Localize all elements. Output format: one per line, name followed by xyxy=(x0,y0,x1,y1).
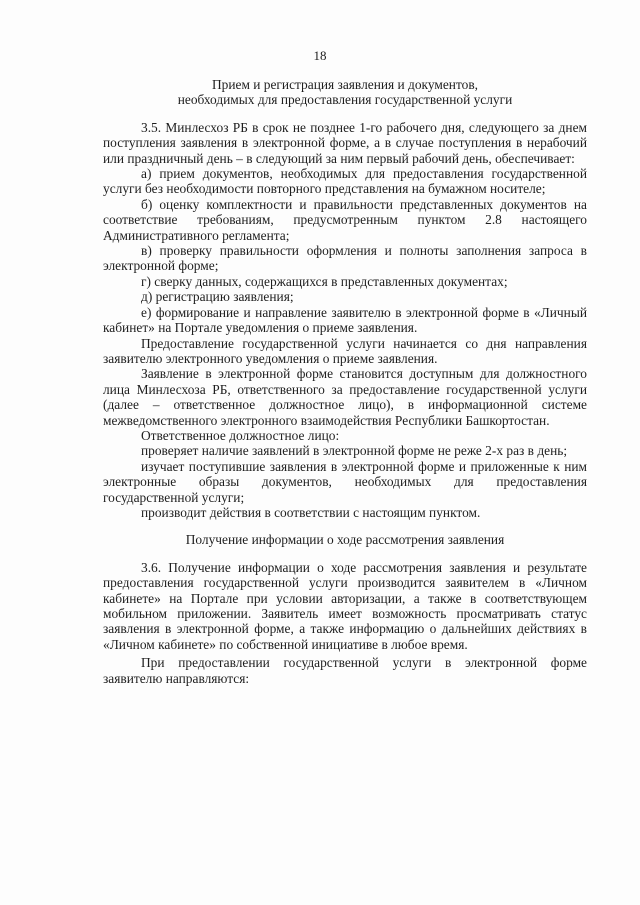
paragraph-service-start: Предоставление государственной услуги начинается со дня направления заявителю электронного уведомления о приеме заявления. xyxy=(103,335,587,366)
section-title-line-1: Прием и регистрация заявления и документов, xyxy=(211,77,479,92)
paragraph-3-5-intro: 3.5. Минлесхоз РБ в срок не позднее 1-го рабочего дня, следующего за днем поступления заявления в электронной форме, а в случае поступления в нерабочий или праздничный день – в следующий за ним первый рабочий день, обеспечивает: xyxy=(103,119,587,166)
paragraph-official-intro: Ответственное должностное лицо: xyxy=(141,427,340,443)
list-item-e: д) регистрацию заявления; xyxy=(141,289,294,305)
list-item-d: г) сверку данных, содержащихся в представленных документах; xyxy=(141,273,508,289)
list-item-f: е) формирование и направление заявителю в электронной форме в «Личный кабинет» на Портале уведомления о приеме заявления. xyxy=(103,304,587,336)
official-duty-1: проверяет наличие заявлений в электронной форме не реже 2-х раз в день; xyxy=(141,443,568,459)
section-title-line-2: необходимых для предоставления государственной услуги xyxy=(177,92,513,108)
official-duty-3: производит действия в соответствии с настоящим пунктом. xyxy=(141,504,481,520)
subsection-title: Получение информации о ходе рассмотрения заявления xyxy=(185,532,505,548)
page-number: 18 xyxy=(313,48,327,63)
list-item-a: а) прием документов, необходимых для предоставления государственной услуги без необходимости повторного представления на бумажном носителе; xyxy=(103,166,587,197)
list-item-b: б) оценку комплектности и правильности представленных документов на соответствие требованиям, предусмотренным пунктом 2.8 настоящего Административного регламента; xyxy=(103,196,587,243)
paragraph-3-6: 3.6. Получение информации о ходе рассмотрения заявления и результате предоставления государственной услуги производится заявителем в «Личном кабинете» на Портале при условии авторизации, а также в соответствующем мобильном приложении. Заявитель имеет возможность просматривать статус заявления в электронной форме, а также информацию о дальнейших действиях в «Личном кабинете» по собственной инициативе в любое время. xyxy=(103,559,587,652)
list-item-c: в) проверку правильности оформления и полноты заполнения запроса в электронной форме; xyxy=(103,243,587,274)
paragraph-availability: Заявление в электронной форме становится доступным для должностного лица Минлесхоза РБ, ответственного за предоставление государственной услуги (далее – ответственное должностное лицо), в информационной системе межведомственного электронного взаимодействия Республики Башкортостан. xyxy=(103,366,587,428)
official-duty-2: изучает поступившие заявления в электронной форме и приложенные к ним электронные образы документов, необходимых для предоставления государственной услуги; xyxy=(103,458,587,505)
paragraph-notifications: При предоставлении государственной услуги в электронной форме заявителю направляются: xyxy=(103,655,587,686)
document-body xyxy=(103,70,587,686)
